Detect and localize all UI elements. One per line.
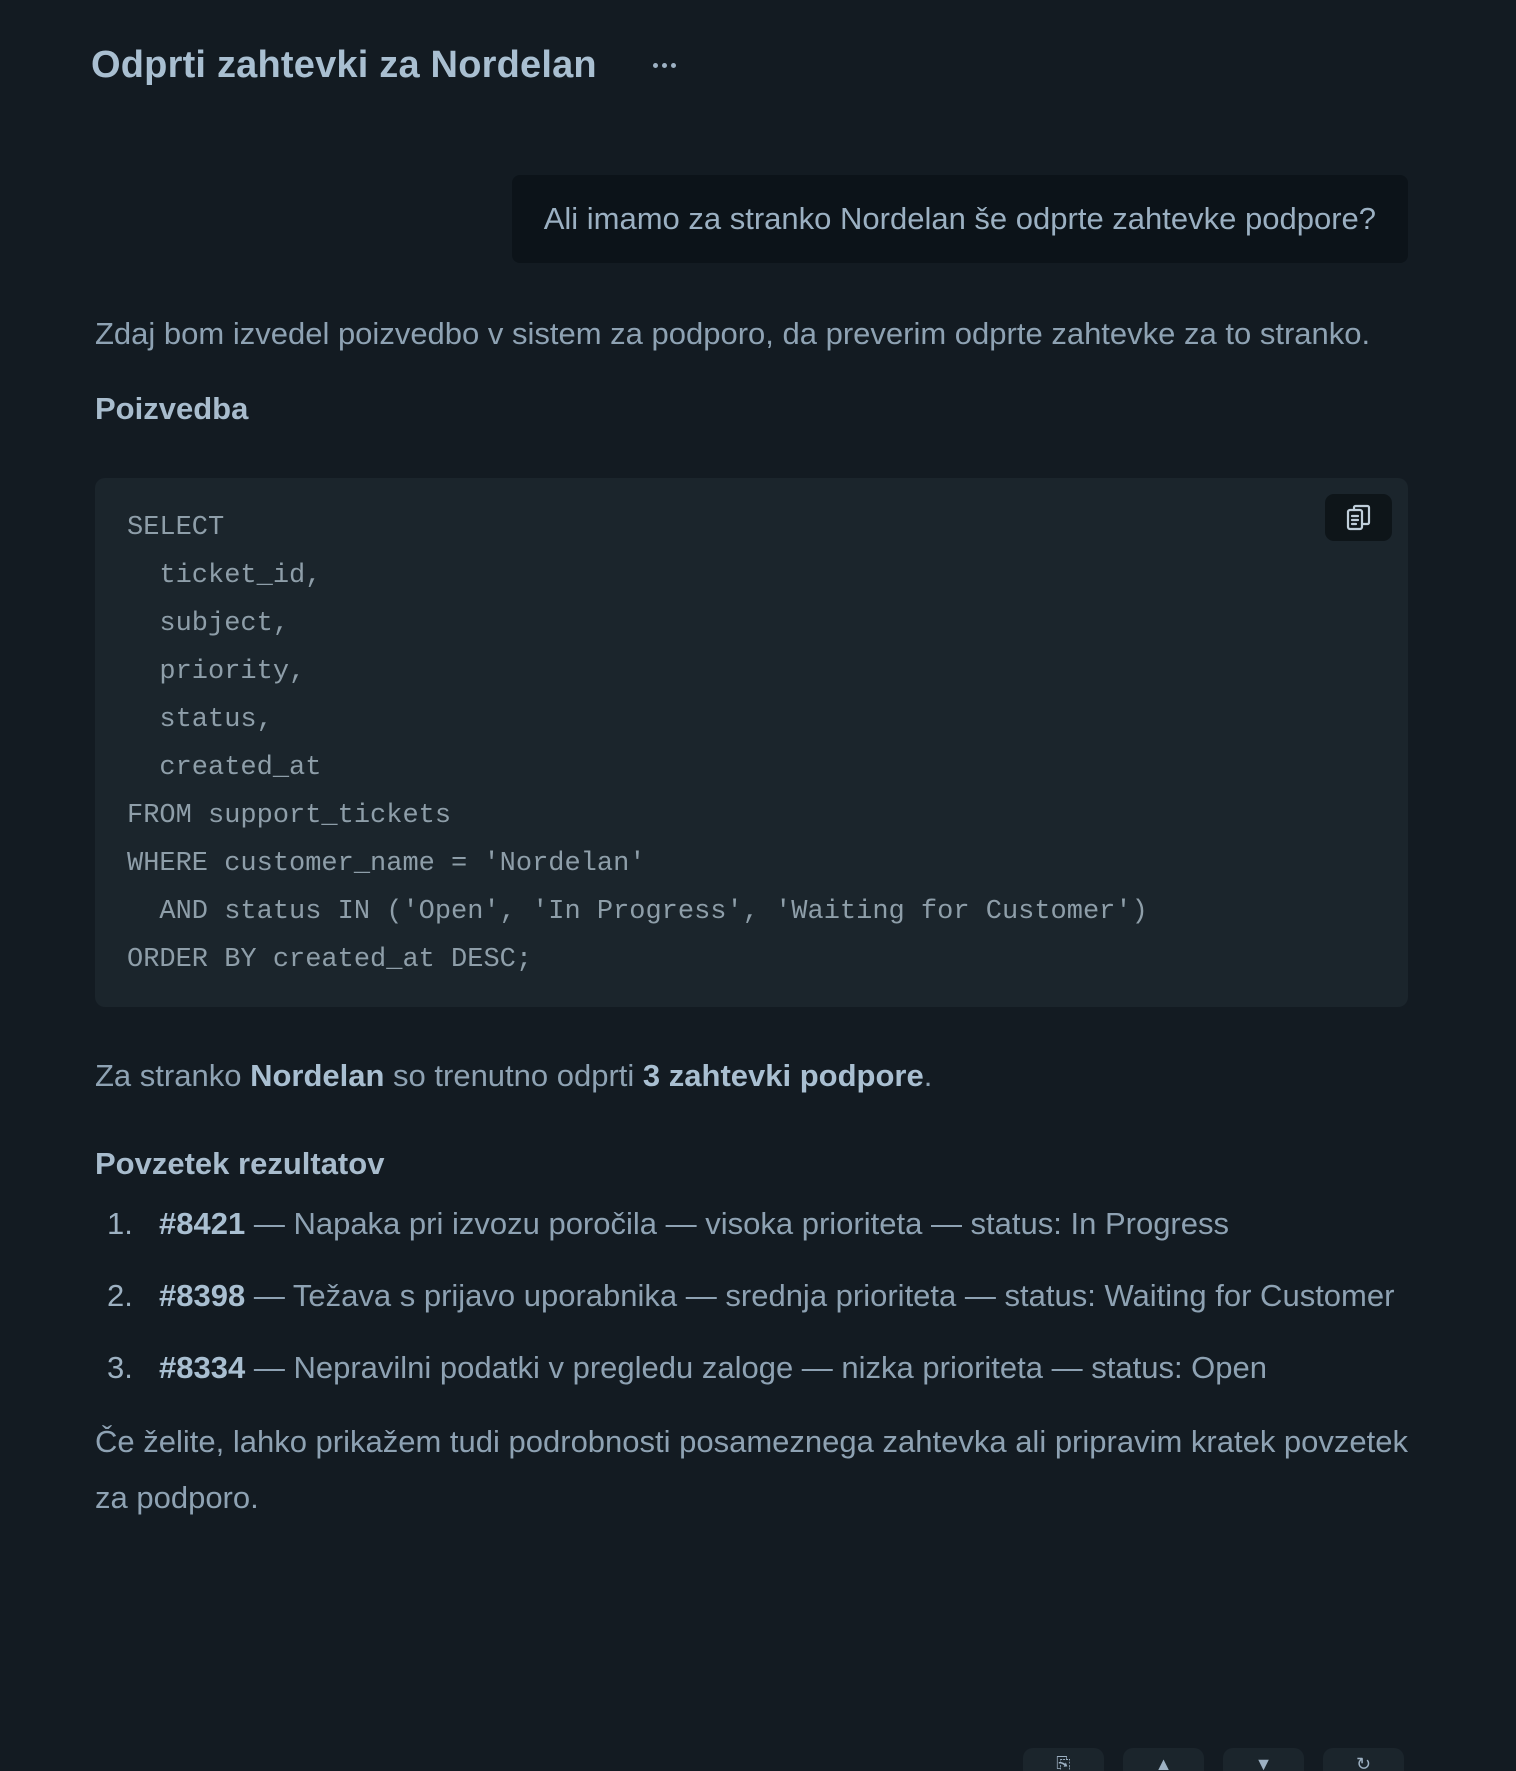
code-line: AND status IN ('Open', 'In Progress', 'Waiting for Customer') <box>127 897 1148 927</box>
list-item <box>95 1196 1408 1252</box>
list-item <box>95 1340 1408 1396</box>
summary-count: 3 zahtevki podpore <box>642 1058 924 1093</box>
thumbs-down-icon: ▼ <box>1254 1754 1273 1771</box>
list-number: 2. <box>107 1278 133 1313</box>
ticket-id: #8421 <box>159 1206 246 1241</box>
dislike-button[interactable] <box>1223 1748 1304 1771</box>
more-icon-dot <box>671 63 676 68</box>
ticket-description: — Težava s prijavo uporabnika — srednja prioriteta — status: Waiting for Customer <box>245 1278 1395 1313</box>
list-number: 3. <box>107 1350 133 1385</box>
code-line: ORDER BY created_at DESC; <box>127 945 533 975</box>
code-line: SELECT <box>127 513 225 543</box>
more-options-button[interactable] <box>643 46 687 86</box>
copy-message-icon: ⎘ <box>1056 1754 1071 1771</box>
list-item <box>95 1268 1408 1324</box>
results-heading: Povzetek rezultatov <box>95 1146 385 1181</box>
results-list <box>95 1196 1408 1396</box>
code-line: WHERE customer_name = 'Nordelan' <box>127 849 646 879</box>
summary-suffix: . <box>923 1058 933 1093</box>
code-line: ticket_id, <box>127 561 322 591</box>
copy-message-button[interactable] <box>1023 1748 1104 1771</box>
list-number: 1. <box>107 1206 133 1241</box>
more-icon-dot <box>662 63 667 68</box>
message-actions <box>1023 1748 1404 1771</box>
result-summary <box>95 1048 1408 1104</box>
ticket-description: — Napaka pri izvozu poročila — visoka prioriteta — status: In Progress <box>245 1206 1229 1241</box>
copy-code-button[interactable] <box>1325 494 1392 541</box>
ticket-id: #8398 <box>159 1278 246 1313</box>
user-message: Ali imamo za stranko Nordelan še odprte zahtevke podpore? <box>512 175 1408 263</box>
code-block <box>95 478 1408 1007</box>
summary-middle: so trenutno odprti <box>384 1058 643 1093</box>
ticket-id: #8334 <box>159 1350 246 1385</box>
summary-prefix: Za stranko <box>95 1058 251 1093</box>
code-line: status, <box>127 705 273 735</box>
conversation-title: Odprti zahtevki za Nordelan <box>91 44 597 86</box>
copy-icon <box>1345 503 1373 533</box>
thumbs-up-icon: ▲ <box>1154 1754 1173 1771</box>
code-line: FROM support_tickets <box>127 801 452 831</box>
assistant-message <box>95 306 1408 1526</box>
code-line: priority, <box>127 657 306 687</box>
refresh-icon: ↻ <box>1355 1754 1372 1771</box>
ticket-description: — Nepravilni podatki v pregledu zaloge — nizka prioriteta — status: Open <box>245 1350 1268 1385</box>
code-line: created_at <box>127 753 322 783</box>
more-icon <box>653 63 658 68</box>
like-button[interactable] <box>1123 1748 1204 1771</box>
query-heading: Poizvedba <box>95 391 249 426</box>
regenerate-button[interactable] <box>1323 1748 1404 1771</box>
summary-customer: Nordelan <box>250 1058 385 1093</box>
code-lines <box>127 504 1376 984</box>
assistant-intro: Zdaj bom izvedel poizvedbo v sistem za podporo, da preverim odprte zahtevke za to stranko. <box>95 316 1371 351</box>
conversation-header <box>91 44 687 87</box>
assistant-closing: Če želite, lahko prikažem tudi podrobnosti posameznega zahtevka ali pripravim kratek povzetek za podporo. <box>95 1424 1409 1515</box>
code-line: subject, <box>127 609 290 639</box>
